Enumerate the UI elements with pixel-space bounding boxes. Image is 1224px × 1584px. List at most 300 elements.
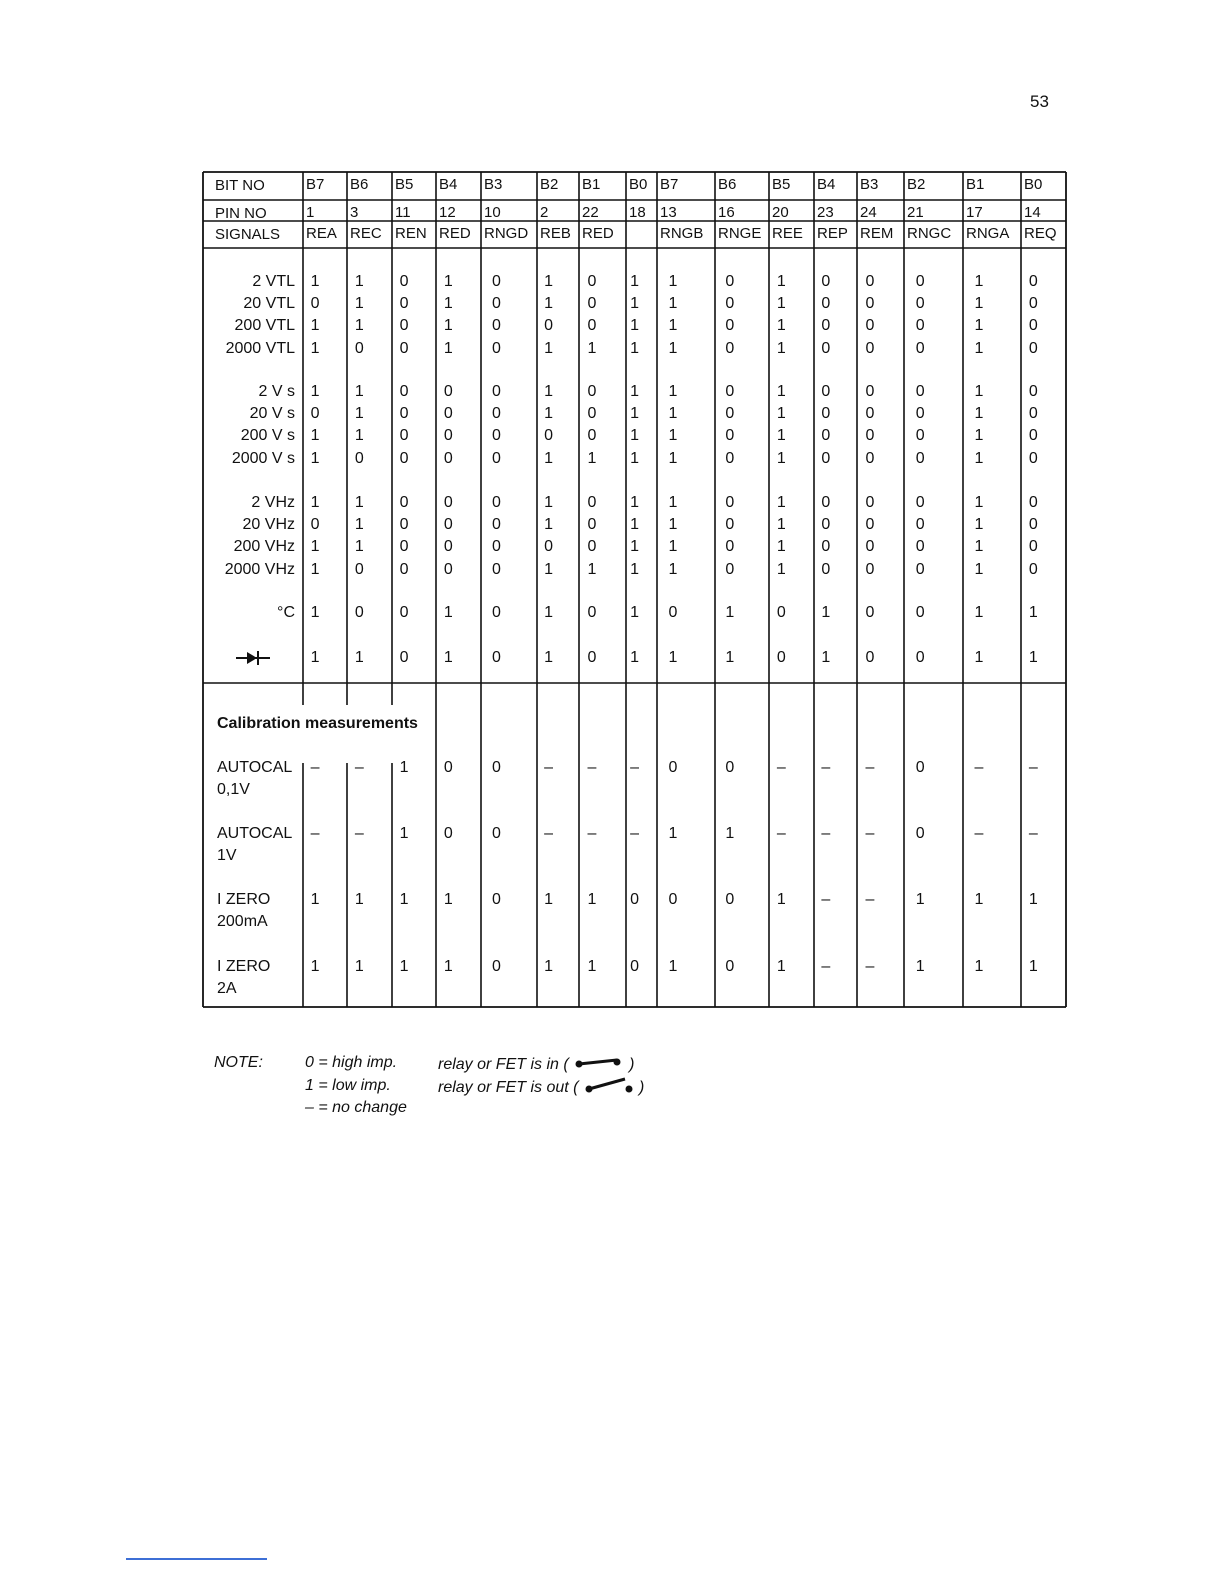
value-cell: 0	[725, 273, 735, 290]
value-cell: 0	[725, 405, 735, 422]
value-cell: 1	[821, 649, 831, 666]
header-signals-cell: RNGC	[907, 225, 952, 242]
value-cell: 1	[725, 825, 735, 842]
value-cell: 1	[399, 825, 409, 842]
value-cell: 0	[1028, 538, 1038, 555]
value-cell: 0	[491, 317, 501, 334]
value-cell: 1	[668, 317, 678, 334]
header-pin-no-cell: 24	[860, 204, 877, 221]
header-bit-no-cell: B1	[582, 176, 601, 193]
header-pin-no-cell: 10	[484, 204, 501, 221]
value-cell: 1	[668, 825, 678, 842]
value-cell: 0	[491, 273, 501, 290]
value-cell: 1	[725, 649, 735, 666]
value-cell: 0	[491, 450, 501, 467]
value-cell: –	[587, 759, 597, 776]
header-signals-cell: RNGE	[718, 225, 762, 242]
value-cell: 1	[310, 604, 320, 621]
value-cell: 0	[821, 516, 831, 533]
header-pin-no-cell: 11	[395, 204, 411, 221]
calibration-sublabel: 1V	[217, 847, 237, 864]
value-cell: 0	[915, 561, 925, 578]
note-text-1: relay or FET is out (	[438, 1079, 579, 1096]
value-cell: 0	[865, 604, 875, 621]
value-cell: 1	[974, 317, 984, 334]
value-cell: 1	[587, 891, 597, 908]
value-cell: 0	[865, 516, 875, 533]
value-cell: 0	[491, 891, 501, 908]
value-cell: 0	[443, 516, 453, 533]
value-cell: 0	[399, 317, 409, 334]
value-cell: 0	[587, 383, 597, 400]
value-cell: 0	[915, 405, 925, 422]
value-cell: –	[354, 759, 364, 776]
value-cell: 0	[443, 405, 453, 422]
switch-closed-icon	[573, 1054, 629, 1072]
row-label: 20 V s	[249, 405, 295, 422]
value-cell: 0	[725, 538, 735, 555]
header-bit-no-cell: B7	[306, 176, 325, 193]
value-cell: 0	[1028, 273, 1038, 290]
value-cell: 1	[630, 604, 639, 621]
calibration-label: AUTOCAL	[217, 825, 293, 842]
value-cell: 1	[587, 958, 597, 975]
value-cell: 1	[587, 561, 597, 578]
value-cell: 0	[587, 427, 597, 444]
value-cell: 1	[630, 295, 639, 312]
header-signals-cell: REM	[860, 225, 894, 242]
value-cell: 1	[354, 516, 364, 533]
value-cell: 0	[915, 450, 925, 467]
header-bit-no-cell: B0	[629, 176, 648, 193]
value-cell: 1	[354, 273, 364, 290]
value-cell: 1	[443, 273, 453, 290]
value-cell: 1	[668, 273, 678, 290]
value-cell: 1	[544, 273, 553, 290]
value-cell: 0	[399, 604, 409, 621]
value-cell: 0	[915, 427, 925, 444]
value-cell: 0	[491, 561, 501, 578]
calibration-label: AUTOCAL	[217, 759, 293, 776]
value-cell: 1	[630, 340, 639, 357]
note-line-0	[438, 1054, 634, 1074]
header-label-2: SIGNALS	[215, 226, 281, 243]
value-cell: 0	[915, 538, 925, 555]
value-cell: –	[310, 759, 320, 776]
value-cell: 0	[865, 273, 875, 290]
value-cell: 1	[354, 405, 364, 422]
value-cell: 1	[354, 958, 364, 975]
value-cell: 1	[630, 383, 639, 400]
value-cell: 0	[725, 383, 735, 400]
value-cell: 1	[399, 891, 409, 908]
value-cell: 0	[821, 317, 831, 334]
value-cell: 1	[354, 383, 364, 400]
value-cell: 1	[668, 649, 678, 666]
value-cell: 0	[491, 383, 501, 400]
value-cell: 1	[443, 649, 453, 666]
value-cell: –	[821, 759, 831, 776]
header-bit-no-cell: B5	[395, 176, 414, 193]
value-cell: 0	[1028, 561, 1038, 578]
row-label: °C	[277, 604, 295, 621]
value-cell: 1	[310, 494, 320, 511]
value-cell: 1	[776, 383, 786, 400]
value-cell: 1	[587, 340, 597, 357]
value-cell: 1	[776, 295, 786, 312]
value-cell: 0	[310, 405, 320, 422]
value-cell: 0	[668, 604, 678, 621]
row-label: 20 VTL	[243, 295, 295, 312]
value-cell: 0	[544, 317, 553, 334]
value-cell: 1	[630, 494, 639, 511]
value-cell: –	[865, 891, 875, 908]
value-cell: 1	[776, 891, 786, 908]
value-cell: 1	[544, 649, 553, 666]
value-cell: 0	[1028, 516, 1038, 533]
value-cell: 0	[630, 958, 639, 975]
value-cell: 0	[491, 405, 501, 422]
header-signals-cell: RED	[582, 225, 614, 242]
value-cell: 0	[443, 494, 453, 511]
value-cell: 1	[354, 891, 364, 908]
value-cell: 1	[776, 538, 786, 555]
value-cell: 0	[399, 427, 409, 444]
value-cell: –	[974, 759, 984, 776]
value-cell: 0	[821, 427, 831, 444]
value-cell: 1	[668, 405, 678, 422]
row-label: 20 VHz	[242, 516, 295, 533]
header-bit-no-cell: B2	[907, 176, 926, 193]
value-cell: 1	[776, 273, 786, 290]
note-key-1: 1 = low imp.	[305, 1077, 391, 1094]
note-close-0: )	[629, 1056, 635, 1073]
value-cell: 0	[587, 317, 597, 334]
value-cell: 0	[915, 340, 925, 357]
value-cell: 1	[1028, 649, 1038, 666]
value-cell: 1	[974, 450, 984, 467]
value-cell: 1	[544, 891, 553, 908]
value-cell: 1	[544, 561, 553, 578]
value-cell: 0	[821, 405, 831, 422]
calibration-sublabel: 0,1V	[217, 781, 250, 798]
value-cell: 0	[776, 649, 786, 666]
value-cell: 1	[776, 405, 786, 422]
header-pin-no-cell: 21	[907, 204, 924, 221]
value-cell: 0	[443, 825, 453, 842]
value-cell: 0	[725, 340, 735, 357]
value-cell: 1	[668, 340, 678, 357]
value-cell: 1	[544, 405, 553, 422]
value-cell: 1	[310, 649, 320, 666]
value-cell: 1	[974, 340, 984, 357]
row-label: 2000 V s	[231, 450, 295, 467]
value-cell: 0	[587, 538, 597, 555]
header-signals-cell: REA	[306, 225, 337, 242]
header-bit-no-cell: B4	[439, 176, 458, 193]
value-cell: 1	[1028, 604, 1038, 621]
value-cell: 0	[544, 538, 553, 555]
value-cell: 0	[821, 561, 831, 578]
value-cell: 1	[310, 538, 320, 555]
value-cell: 0	[1028, 405, 1038, 422]
value-cell: 0	[354, 450, 364, 467]
value-cell: 0	[915, 295, 925, 312]
value-cell: 1	[974, 538, 984, 555]
value-cell: 0	[865, 450, 875, 467]
value-cell: –	[587, 825, 597, 842]
value-cell: 0	[865, 340, 875, 357]
value-cell: 1	[310, 273, 320, 290]
value-cell: 0	[915, 317, 925, 334]
value-cell: 0	[1028, 383, 1038, 400]
calibration-sublabel: 200mA	[217, 913, 268, 930]
value-cell: 0	[725, 317, 735, 334]
value-cell: 0	[821, 450, 831, 467]
value-cell: 1	[310, 427, 320, 444]
value-cell: 0	[491, 494, 501, 511]
value-cell: 0	[1028, 427, 1038, 444]
header-pin-no-cell: 2	[540, 204, 549, 221]
header-bit-no-cell: B2	[540, 176, 559, 193]
value-cell: 0	[1028, 317, 1038, 334]
value-cell: 0	[587, 273, 597, 290]
value-cell: 1	[668, 295, 678, 312]
value-cell: –	[310, 825, 320, 842]
value-cell: –	[1028, 825, 1038, 842]
value-cell: 0	[443, 759, 453, 776]
value-cell: 0	[865, 383, 875, 400]
value-cell: 0	[491, 825, 501, 842]
value-cell: 1	[354, 649, 364, 666]
value-cell: 1	[354, 538, 364, 555]
value-cell: 0	[865, 427, 875, 444]
value-cell: 1	[399, 759, 409, 776]
value-cell: 0	[821, 273, 831, 290]
value-cell: 1	[630, 538, 639, 555]
note-line-1	[438, 1077, 644, 1097]
header-bit-no-cell: B0	[1024, 176, 1043, 193]
value-cell: 1	[725, 604, 735, 621]
row-label: 2 V s	[258, 383, 295, 400]
header-signals-cell: REE	[772, 225, 803, 242]
value-cell: 0	[587, 649, 597, 666]
value-cell: 0	[725, 295, 735, 312]
value-cell: 1	[776, 561, 786, 578]
value-cell: 0	[491, 516, 501, 533]
value-cell: 0	[821, 538, 831, 555]
value-cell: –	[544, 825, 553, 842]
value-cell: 1	[310, 958, 320, 975]
value-cell: 0	[725, 958, 735, 975]
value-cell: 0	[865, 317, 875, 334]
value-cell: 0	[865, 295, 875, 312]
value-cell: 1	[974, 295, 984, 312]
value-cell: 0	[587, 494, 597, 511]
note-text-0: relay or FET is in (	[438, 1056, 569, 1073]
value-cell: 1	[668, 561, 678, 578]
header-signals-cell: RNGD	[484, 225, 529, 242]
value-cell: 0	[544, 427, 553, 444]
value-cell: 0	[491, 427, 501, 444]
value-cell: 0	[915, 383, 925, 400]
note-key-2: – = no change	[305, 1099, 407, 1116]
value-cell: 0	[491, 340, 501, 357]
value-cell: 0	[915, 649, 925, 666]
value-cell: 1	[974, 604, 984, 621]
row-label: 200 VHz	[233, 538, 295, 555]
header-signals-cell: RNGB	[660, 225, 704, 242]
value-cell: –	[354, 825, 364, 842]
value-cell: 0	[725, 891, 735, 908]
value-cell: 0	[399, 538, 409, 555]
value-cell: 1	[630, 317, 639, 334]
header-bit-no-cell: B3	[860, 176, 879, 193]
value-cell: 0	[725, 561, 735, 578]
value-cell: 1	[1028, 958, 1038, 975]
value-cell: 0	[491, 538, 501, 555]
value-cell: 0	[310, 295, 320, 312]
value-cell: –	[865, 825, 875, 842]
header-pin-no-cell: 16	[718, 204, 735, 221]
value-cell: 0	[399, 649, 409, 666]
header-signals-cell: REC	[350, 225, 382, 242]
value-cell: 0	[915, 604, 925, 621]
value-cell: 1	[668, 383, 678, 400]
value-cell: 1	[630, 561, 639, 578]
footer-rule	[126, 1558, 267, 1560]
header-bit-no-cell: B6	[350, 176, 369, 193]
value-cell: 0	[725, 759, 735, 776]
value-cell: 0	[399, 450, 409, 467]
value-cell: 0	[587, 405, 597, 422]
value-cell: 1	[668, 450, 678, 467]
value-cell: –	[1028, 759, 1038, 776]
calibration-label: I ZERO	[217, 958, 271, 975]
value-cell: 1	[544, 340, 553, 357]
value-cell: 0	[443, 450, 453, 467]
row-label: 2000 VTL	[225, 340, 295, 357]
diode-icon	[236, 649, 270, 667]
value-cell: 1	[310, 340, 320, 357]
row-label: 2 VTL	[252, 273, 295, 290]
value-cell: 0	[443, 561, 453, 578]
header-bit-no-cell: B4	[817, 176, 836, 193]
header-pin-no-cell: 20	[772, 204, 789, 221]
calibration-label: I ZERO	[217, 891, 271, 908]
value-cell: 1	[354, 295, 364, 312]
header-pin-no-cell: 23	[817, 204, 834, 221]
value-cell: 1	[310, 317, 320, 334]
value-cell: 1	[443, 604, 453, 621]
value-cell: 1	[587, 450, 597, 467]
header-bit-no-cell: B7	[660, 176, 679, 193]
value-cell: –	[821, 825, 831, 842]
value-cell: 1	[668, 958, 678, 975]
header-pin-no-cell: 1	[306, 204, 315, 221]
value-cell: –	[974, 825, 984, 842]
value-cell: 1	[974, 383, 984, 400]
row-label: 2 VHz	[251, 494, 295, 511]
value-cell: –	[776, 759, 786, 776]
value-cell: 1	[354, 427, 364, 444]
header-bit-no-cell: B1	[966, 176, 985, 193]
row-label: 200 VTL	[234, 317, 295, 334]
value-cell: 0	[399, 383, 409, 400]
value-cell: 1	[776, 494, 786, 511]
value-cell: 1	[776, 516, 786, 533]
value-cell: 0	[587, 295, 597, 312]
header-label-0: BIT NO	[215, 177, 265, 194]
value-cell: 0	[915, 494, 925, 511]
header-pin-no-cell: 13	[660, 204, 677, 221]
value-cell: 1	[776, 958, 786, 975]
value-cell: 0	[1028, 295, 1038, 312]
value-cell: –	[630, 825, 639, 842]
value-cell: 0	[354, 340, 364, 357]
row-label: 200 V s	[240, 427, 295, 444]
header-signals-cell: REB	[540, 225, 571, 242]
value-cell: 0	[399, 405, 409, 422]
value-cell: 1	[974, 273, 984, 290]
value-cell: 1	[776, 317, 786, 334]
value-cell: 1	[974, 494, 984, 511]
value-cell: 0	[443, 538, 453, 555]
page-number: 53	[1030, 92, 1049, 111]
value-cell: 1	[668, 516, 678, 533]
value-cell: 0	[310, 516, 320, 533]
note-close-1: )	[638, 1079, 645, 1096]
value-cell: 0	[915, 825, 925, 842]
value-cell: 1	[974, 958, 984, 975]
value-cell: 1	[630, 649, 639, 666]
value-cell: 1	[544, 516, 553, 533]
value-cell: 1	[974, 561, 984, 578]
value-cell: 1	[354, 494, 364, 511]
header-pin-no-cell: 18	[629, 204, 646, 221]
value-cell: 0	[443, 383, 453, 400]
value-cell: 0	[1028, 494, 1038, 511]
value-cell: 0	[491, 958, 501, 975]
header-bit-no-cell: B5	[772, 176, 791, 193]
value-cell: 1	[821, 604, 831, 621]
header-pin-no-cell: 17	[966, 204, 983, 221]
value-cell: 1	[443, 891, 453, 908]
value-cell: 1	[668, 494, 678, 511]
header-bit-no-cell: B3	[484, 176, 503, 193]
value-cell: 1	[668, 538, 678, 555]
value-cell: 1	[974, 516, 984, 533]
value-cell: 0	[443, 427, 453, 444]
value-cell: 1	[544, 450, 553, 467]
header-signals-cell: REP	[817, 225, 848, 242]
value-cell: 1	[915, 891, 925, 908]
value-cell: 1	[974, 649, 984, 666]
value-cell: 0	[399, 340, 409, 357]
value-cell: 1	[443, 340, 453, 357]
value-cell: –	[821, 891, 831, 908]
value-cell: 0	[821, 494, 831, 511]
header-signals-cell: REN	[395, 225, 427, 242]
header-signals-cell: RNGA	[966, 225, 1010, 242]
calibration-sublabel: 2A	[217, 980, 237, 997]
value-cell: 0	[865, 561, 875, 578]
value-cell: 0	[399, 295, 409, 312]
value-cell: 1	[443, 317, 453, 334]
value-cell: 1	[443, 958, 453, 975]
value-cell: 1	[776, 427, 786, 444]
value-cell: 0	[587, 604, 597, 621]
